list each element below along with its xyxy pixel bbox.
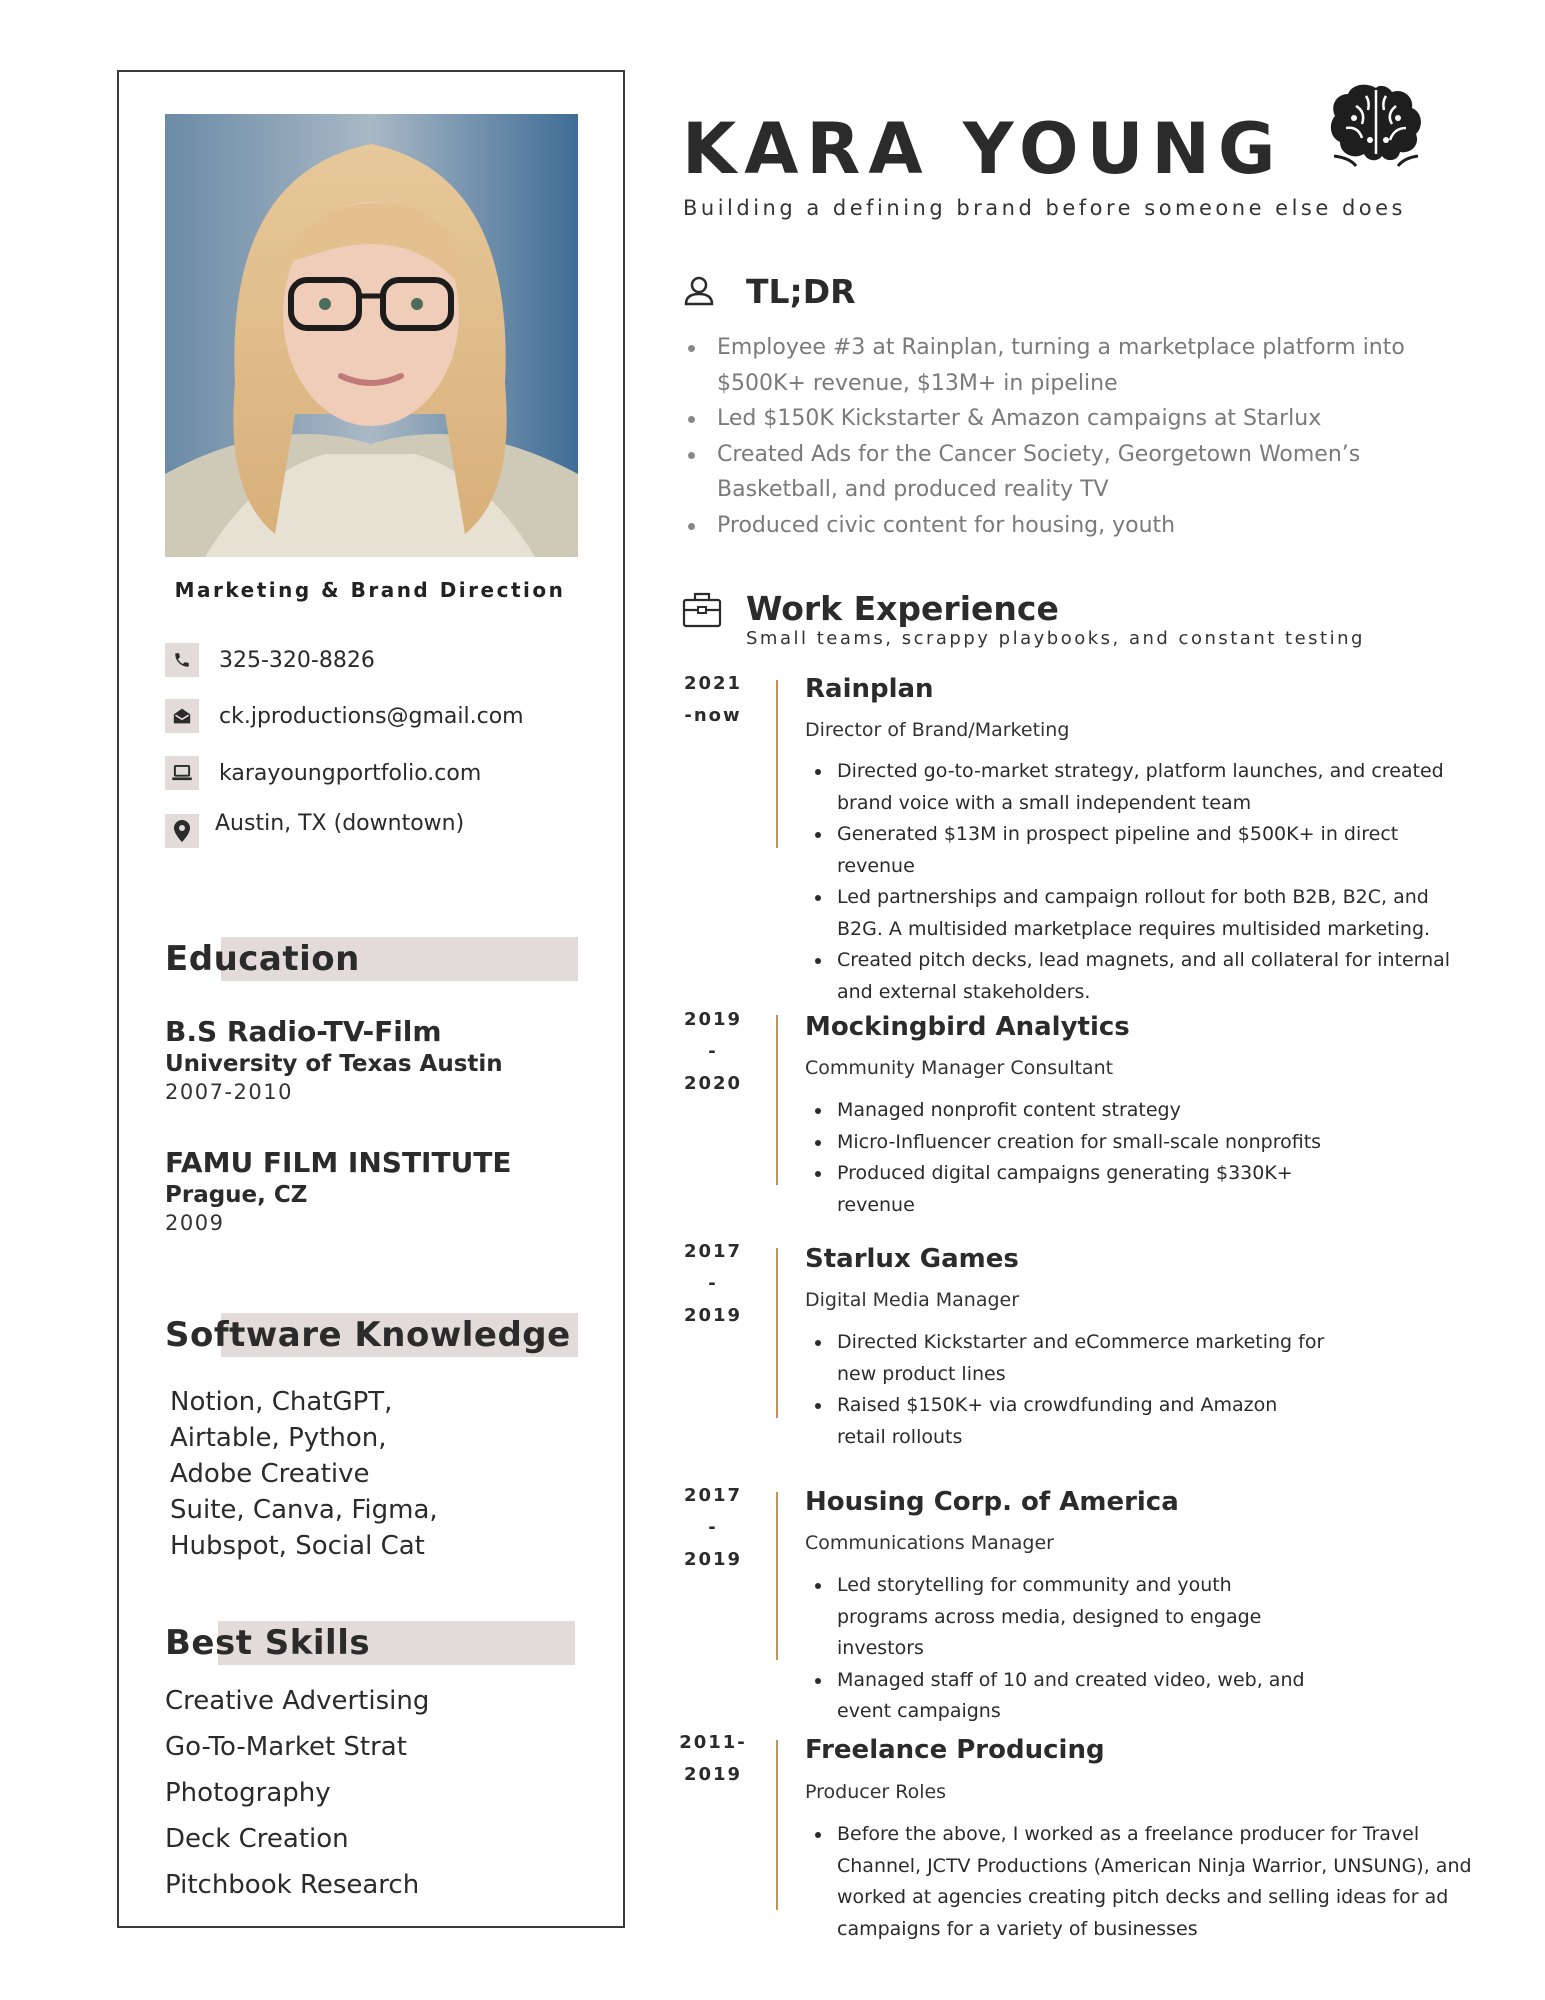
software-line: Suite, Canva, Figma, <box>170 1495 438 1525</box>
job-bullet: Before the above, I worked as a freelance producer for Travel Channel, JCTV Productions (American Ninja Warrior, UNSUNG), and worked at agencies creating pitch decks and selling ideas for ad campaigns for a variety of businesses <box>805 1819 1475 1945</box>
job-bullets <box>805 756 1475 1008</box>
job-bullets <box>805 1327 1325 1453</box>
tldr-item: Led $150K Kickstarter & Amazon campaigns at Starlux <box>682 401 1442 437</box>
software-line: Airtable, Python, <box>170 1423 387 1453</box>
contact-phone[interactable] <box>165 642 375 678</box>
job-bullet: Managed nonprofit content strategy <box>805 1095 1325 1127</box>
job-date-line: - <box>708 1041 718 1062</box>
education-school: Prague, CZ <box>165 1182 308 1208</box>
job-bullet: Generated $13M in prospect pipeline and $500K+ in direct revenue <box>805 819 1475 882</box>
job-date-line: -now <box>684 705 742 726</box>
laptop-icon <box>165 756 199 790</box>
tldr-item: Created Ads for the Cancer Society, Georgetown Women’s Basketball, and produced reality TV <box>682 437 1442 508</box>
education-school: University of Texas Austin <box>165 1051 503 1077</box>
skills-heading <box>165 1621 575 1665</box>
email-address: ck.jproductions@gmail.com <box>219 703 524 729</box>
software-list <box>170 1384 438 1564</box>
education-years: 2009 <box>165 1211 225 1235</box>
job-date <box>672 1480 754 1576</box>
role-title: Marketing & Brand Direction <box>174 578 566 602</box>
tldr-item: Produced civic content for housing, youth <box>682 508 1442 544</box>
tldr-item: Employee #3 at Rainplan, turning a marketplace platform into $500K+ revenue, $13M+ in pipeline <box>682 330 1442 401</box>
job-date <box>672 1236 754 1332</box>
job-bullet: Managed staff of 10 and created video, web, and event campaigns <box>805 1665 1325 1728</box>
job-date-line: 2019 <box>683 1305 743 1326</box>
timeline-line <box>776 1740 778 1910</box>
skill-item: Photography <box>165 1778 331 1808</box>
timeline-line <box>776 680 778 848</box>
job-date-line: 2011- <box>679 1732 747 1753</box>
job-date <box>672 668 754 732</box>
education-entry <box>165 1015 503 1104</box>
job-date <box>672 1004 754 1100</box>
job-date-line: 2019 <box>683 1009 743 1030</box>
software-line: Adobe Creative <box>170 1459 370 1489</box>
job-date-line: 2019 <box>683 1549 743 1570</box>
job-bullet: Directed Kickstarter and eCommerce marketing for new product lines <box>805 1327 1325 1390</box>
briefcase-icon <box>682 591 722 634</box>
job-role: Community Manager Consultant <box>805 1057 1114 1079</box>
job-bullet: Directed go-to-market strategy, platform launches, and created brand voice with a small independent team <box>805 756 1475 819</box>
phone-number: 325-320-8826 <box>219 647 375 673</box>
job-bullet: Raised $150K+ via crowdfunding and Amazon retail rollouts <box>805 1390 1325 1453</box>
timeline-line <box>776 1492 778 1660</box>
user-icon <box>683 276 715 311</box>
work-subtitle: Small teams, scrappy playbooks, and constant testing <box>746 628 1365 649</box>
education-years: 2007-2010 <box>165 1080 293 1104</box>
job-bullets <box>805 1819 1475 1945</box>
work-title: Work Experience <box>746 589 1059 628</box>
job-company: Starlux Games <box>805 1244 1019 1274</box>
job-company: Mockingbird Analytics <box>805 1012 1130 1042</box>
job-date <box>672 1727 754 1791</box>
brain-icon <box>1326 82 1426 168</box>
job-role: Communications Manager <box>805 1532 1054 1554</box>
job-date-line: 2020 <box>683 1073 743 1094</box>
software-line: Hubspot, Social Cat <box>170 1531 425 1561</box>
job-company: Housing Corp. of America <box>805 1487 1179 1517</box>
skill-item: Pitchbook Research <box>165 1870 420 1900</box>
job-role: Digital Media Manager <box>805 1289 1020 1311</box>
job-date-line: 2017 <box>683 1241 743 1262</box>
education-entry <box>165 1146 512 1235</box>
software-heading-label: Software Knowledge <box>165 1315 571 1355</box>
job-bullet: Created pitch decks, lead magnets, and all collateral for internal and external stakeholders. <box>805 945 1475 1008</box>
phone-icon <box>165 643 199 677</box>
timeline-line <box>776 1015 778 1185</box>
software-line: Notion, ChatGPT, <box>170 1387 393 1417</box>
education-degree: B.S Radio-TV-Film <box>165 1015 442 1048</box>
job-date-line: - <box>708 1273 718 1294</box>
job-role: Director of Brand/Marketing <box>805 719 1070 741</box>
job-date-line: 2019 <box>683 1764 743 1785</box>
job-role: Producer Roles <box>805 1781 947 1803</box>
tldr-title: TL;DR <box>746 272 856 311</box>
education-heading <box>165 937 578 981</box>
job-bullets <box>805 1570 1325 1728</box>
contact-location <box>165 805 464 841</box>
map-pin-icon <box>165 814 199 848</box>
job-bullets <box>805 1095 1325 1221</box>
timeline-line <box>776 1248 778 1418</box>
skill-item: Deck Creation <box>165 1824 349 1854</box>
skill-item: Go-To-Market Strat <box>165 1732 407 1762</box>
job-bullet: Led storytelling for community and youth programs across media, designed to engage investors <box>805 1570 1325 1665</box>
job-date-line: 2017 <box>683 1485 743 1506</box>
job-bullet: Led partnerships and campaign rollout for both B2B, B2C, and B2G. A multisided marketplace requires multisided marketing. <box>805 882 1475 945</box>
skill-item: Creative Advertising <box>165 1686 430 1716</box>
job-company: Freelance Producing <box>805 1735 1105 1765</box>
contact-email[interactable] <box>165 698 524 734</box>
website-url: karayoungportfolio.com <box>219 760 482 786</box>
location-text: Austin, TX (downtown) <box>215 810 465 836</box>
education-heading-label: Education <box>165 939 360 979</box>
software-heading <box>165 1313 578 1357</box>
contact-website[interactable] <box>165 755 481 791</box>
envelope-icon <box>165 699 199 733</box>
candidate-name: KARA YOUNG <box>682 108 1284 190</box>
job-bullet: Micro-Influencer creation for small-scale nonprofits <box>805 1127 1325 1159</box>
tldr-list <box>682 330 1442 543</box>
skills-heading-label: Best Skills <box>165 1623 371 1663</box>
job-date-line: 2021 <box>683 673 743 694</box>
education-degree: FAMU FILM INSTITUTE <box>165 1146 512 1179</box>
job-date-line: - <box>708 1517 718 1538</box>
tagline: Building a defining brand before someone else does <box>683 196 1406 220</box>
job-company: Rainplan <box>805 674 934 704</box>
skills-list <box>165 1678 429 1908</box>
profile-photo <box>165 114 578 557</box>
job-bullet: Produced digital campaigns generating $330K+ revenue <box>805 1158 1325 1221</box>
